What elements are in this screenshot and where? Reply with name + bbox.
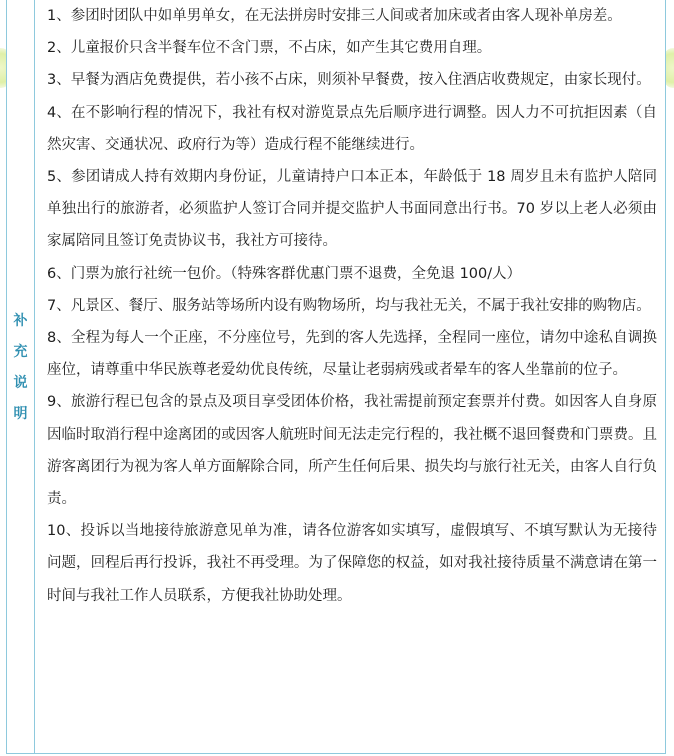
note-item-1: 1、参团时团队中如单男单女，在无法拼房时安排三人间或者加床或者由客人现补单房差。 xyxy=(47,8,622,24)
section-label-char: 说 xyxy=(13,375,28,391)
notes-table xyxy=(6,0,666,754)
note-item-5: 5、参团请成人持有效期内身份证，儿童请持户口本正本，年龄低于 18 周岁且未有监护人陪同单独出行的旅游者，必须监护人签订合同并提交监护人书面同意出行书。70 岁以上老人必须由家属陪同且签订免责协议书，我社方可接待。 xyxy=(47,169,657,250)
section-label xyxy=(7,306,34,430)
note-item-10: 10、投诉以当地接待旅游意见单为准，请各位游客如实填写，虚假填写、不填写默认为无接待问题，回程后再行投诉，我社不再受理。为了保障您的权益，如对我社接待质量不满意请在第一时间与我社工作人员联系，方便我社协助处理。 xyxy=(47,523,657,604)
note-item-7: 7、凡景区、餐厅、服务站等场所内设有购物场所，均与我社无关，不属于我社安排的购物店。 xyxy=(47,297,651,314)
section-label-char: 补 xyxy=(13,313,28,329)
section-label-column xyxy=(7,0,35,753)
section-label-char: 明 xyxy=(13,406,28,422)
note-item-6: 6、门票为旅行社统一包价。（特殊客群优惠门票不退费，全免退 100/人） xyxy=(47,265,522,282)
note-item-4: 4、在不影响行程的情况下，我社有权对游览景点先后顺序进行调整。因人力不可抗拒因素（自然灾害、交通状况、政府行为等）造成行程不能继续进行。 xyxy=(47,104,657,153)
note-item-3: 3、早餐为酒店免费提供，若小孩不占床，则须补早餐费，按入住酒店收费规定，由家长现付。 xyxy=(47,72,651,89)
notes-content xyxy=(35,0,665,612)
section-label-char: 充 xyxy=(13,344,28,360)
note-item-8: 8、全程为每人一个正座，不分座位号，先到的客人先选择，全程同一座位，请勿中途私自调换座位，请尊重中华民族尊老爱幼优良传统，尽量让老弱病残或者晕车的客人坐靠前的位子。 xyxy=(47,330,657,379)
note-item-9: 9、旅游行程已包含的景点及项目享受团体价格，我社需提前预定套票并付费。如因客人自身原因临时取消行程中途离团的或因客人航班时间无法走完行程的，我社概不退回餐费和门票费。且游客离团行为视为客人单方面解除合同，所产生任何后果、损失均与旅行社无关，由客人自行负责。 xyxy=(47,394,657,508)
note-item-2: 2、儿童报价只含半餐车位不含门票，不占床，如产生其它费用自理。 xyxy=(47,40,492,57)
